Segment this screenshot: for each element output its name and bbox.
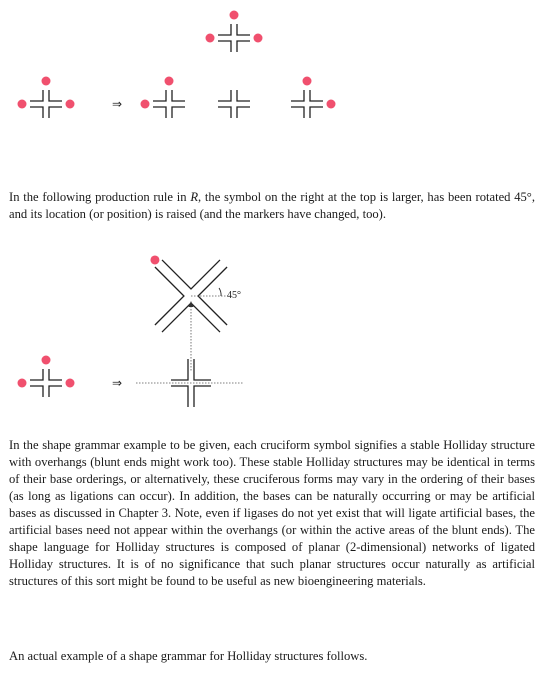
paragraph-example-intro: An actual example of a shape grammar for Holliday structures follows.	[9, 649, 368, 663]
cross-left	[18, 77, 75, 119]
angle-label: 45°	[227, 290, 241, 301]
rule-set-symbol: R	[190, 190, 199, 204]
rule-arrow-2: ⇒	[112, 376, 123, 390]
cross-right-c	[291, 77, 336, 119]
cross-right-b	[218, 90, 250, 118]
figure-2-rotation-rule	[0, 240, 545, 420]
paragraph-production-rule: In the following production rule in R, the symbol on the right at the top is larger, has been rotated 45°, and its location (or position) is raised (and the markers have changed, too).	[9, 190, 535, 221]
cross-left-2	[18, 356, 75, 398]
figure-1-production-rule	[0, 0, 545, 170]
cross-right-a	[141, 77, 186, 119]
paragraph-holliday-structures: In the shape grammar example to be given, each cruciform symbol signifies a stable Holliday structure with overhangs (blunt ends might work too). These stable Holliday structures may be identical in terms of their base orderings, or alternatively, these cruciferous forms may vary in the ordering of their bases (as long as ligations can occur). In addition, the bases can be naturally occurring or may be artificial bases as discussed in Chapter 3. Note, even if ligases do not yet exist that will ligate artificial bases, the artificial bases need not appear within the overhangs (or within the active areas of the blunt ends). The shape language for Holliday structures is composed of planar (2-dimensional) networks of ligated Holliday structures. It is of no significance that such planar structures occur naturally as artificial structures of this sort might be found to be useful as new bioengineering materials.	[9, 438, 535, 588]
angle-arc	[219, 288, 221, 296]
cross-top	[206, 11, 263, 53]
rule-arrow: ⇒	[112, 97, 123, 111]
